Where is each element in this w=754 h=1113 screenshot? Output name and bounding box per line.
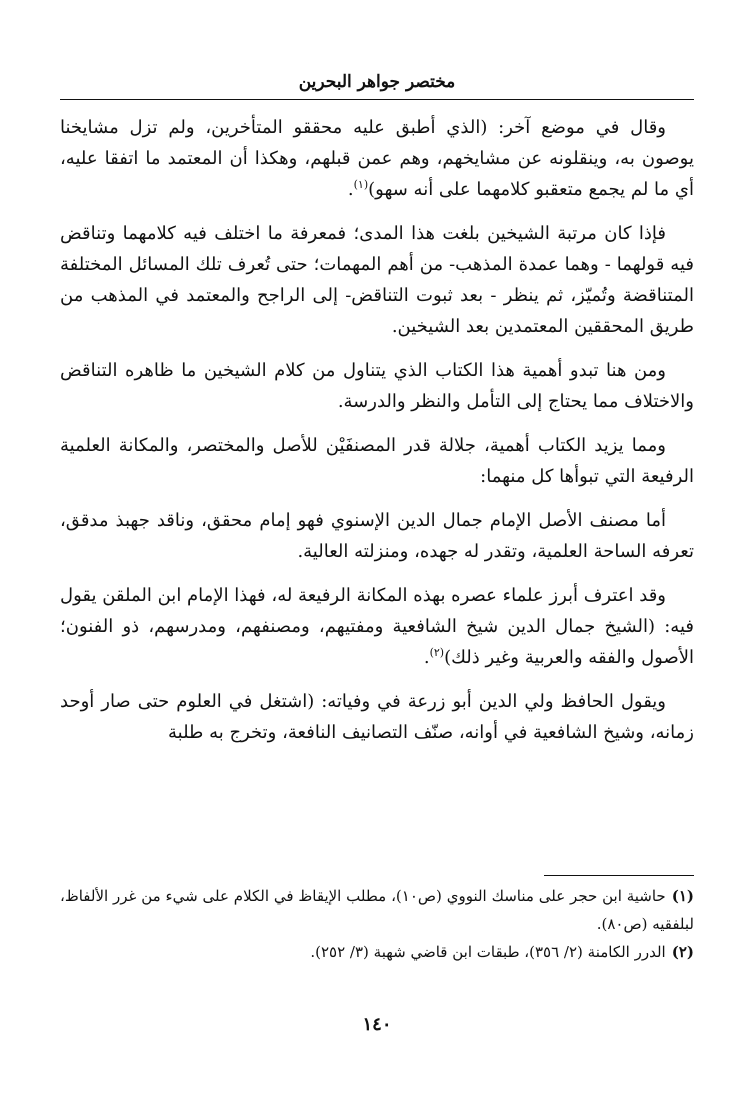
paragraph-text: أما مصنف الأصل الإمام جمال الدين الإسنوي فهو إمام محقق، وناقد جهبذ مدقق، تعرفه الساحة العلمية، وتقدر له جهده، ومنزلته العالية. [60,510,694,562]
paragraph-6 [60,580,694,673]
footnote-separator [544,875,694,876]
paragraph-text: فإذا كان مرتبة الشيخين بلغت هذا المدى؛ فمعرفة ما اختلف فيه كلامهما وتناقض فيه قولهما - وهما عمدة المذهب- من أهم المهمات؛ حتى تُعرف تلك المسائل المختلفة المتناقضة وتُميّز، ثم ينظر - بعد ثبوت التناقض- إلى الراجح والمعتمد في المذهب من طريق المحققين المعتمدين بعد الشيخين. [60,223,694,337]
paragraph-text: ومما يزيد الكتاب أهمية، جلالة قدر المصنفَيْن للأصل والمختصر، والمكانة العلمية الرفيعة التي تبوأها كل منهما: [60,435,694,487]
footnotes [60,882,694,966]
running-header-title: مختصر جواهر البحرين [298,72,456,92]
paragraph-5 [60,505,694,567]
paragraph-text: ويقول الحافظ ولي الدين أبو زرعة في وفياته: (اشتغل في العلوم حتى صار أوحد زمانه، وشيخ الشافعية في أوانه، صنّف التصانيف النافعة، وتخرج به طلبة [60,691,694,743]
header-rule [60,99,694,100]
page-number: ١٤٠ [362,1014,392,1035]
footnote-number: (١) [671,887,694,905]
paragraph-text: ومن هنا تبدو أهمية هذا الكتاب الذي يتناول من كلام الشيخين ما ظاهره التناقض والاختلاف مما يحتاج إلى التأمل والنظر والدرسة. [60,360,694,412]
footnote-ref: (٢) [429,646,445,659]
paragraph-tail: . [423,647,430,668]
paragraph-7 [60,686,694,748]
paragraph-3 [60,355,694,417]
paragraph-tail: . [347,179,354,200]
footnote-text: حاشية ابن حجر على مناسك النووي (ص١٠)، مطلب الإيقاظ في الكلام على شيء من غرر الألفاظ، لبلفقيه (ص٨٠). [60,887,694,933]
paragraph-4 [60,430,694,492]
footnote-text: الدرر الكامنة (٢/ ٣٥٦)، طبقات ابن قاضي شهبة (٣/ ٢٥٢). [310,943,666,961]
paragraph-text: وقد اعترف أبرز علماء عصره بهذه المكانة الرفيعة له، فهذا الإمام ابن الملقن يقول فيه: (الشيخ جمال الدين شيخ الشافعية ومفتيهم، ومصنفهم، ومدرسهم، ذو الفنون؛ الأصول والفقه والعربية وغير ذلك) [60,585,694,668]
paragraph-text: وقال في موضع آخر: (الذي أطبق عليه محققو المتأخرين، ولم تزل مشايخنا يوصون به، وينقلونه عن مشايخهم، وهم عمن قبلهم، وهكذا أن المعتمد ما اتفقا عليه، أي ما لم يجمع متعقبو كلامهما على أنه سهو) [60,117,694,200]
footnote-ref: (١) [353,178,369,191]
footnote-number: (٢) [671,943,694,961]
footnote-2 [60,938,694,966]
paragraph-2 [60,218,694,342]
main-body [60,112,694,761]
paragraph-1 [60,112,694,205]
footnote-1 [60,882,694,938]
